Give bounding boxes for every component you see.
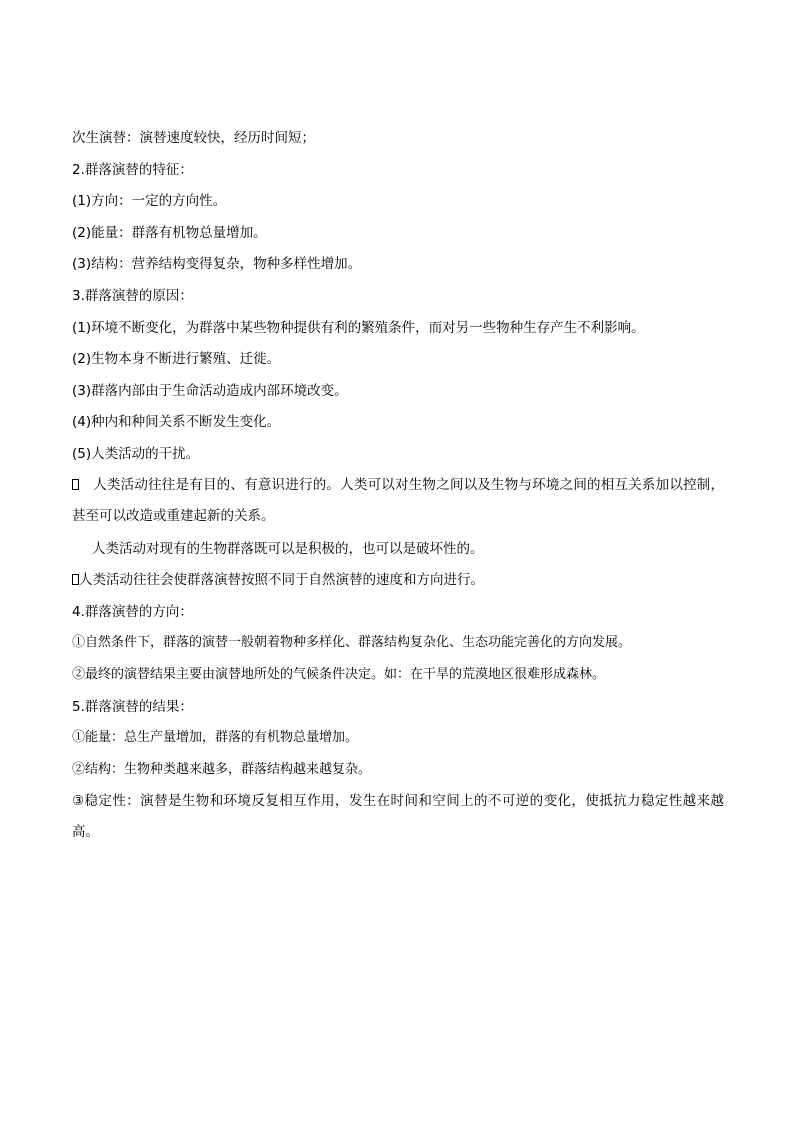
heading-succession-causes: 3.群落演替的原因： <box>72 287 193 304</box>
cause-internal-environment: (3)群落内部由于生命活动造成内部环境改变。 <box>72 382 348 399</box>
result-stability: ③稳定性：演替是生物和环境反复相互作用，发生在时间和空间上的不可逆的变化，使抵抗力稳定性越来越高。 <box>72 792 724 841</box>
paragraph-human-speed <box>72 570 724 590</box>
cause-species-relations: (4)种内和种间关系不断发生变化。 <box>72 414 281 431</box>
cause-reproduction: (2)生物本身不断进行繁殖、迁徙。 <box>72 351 281 368</box>
cause-human-activity: (5)人类活动的干扰。 <box>72 445 200 462</box>
paragraph-human-effect: 人类活动对现有的生物群落既可以是积极的，也可以是破坏性的。 <box>92 540 484 557</box>
paragraph-human-purpose-text: 人类活动往往是有目的、有意识进行的。人类可以对生物之间以及生物与环境之间的相互关系加以控制，甚至可以改造或重建起新的关系。 <box>72 476 724 525</box>
heading-succession-direction: 4.群落演替的方向： <box>72 603 193 620</box>
paragraph-secondary-succession: 次生演替：演替速度较快，经历时间短； <box>72 130 315 146</box>
cause-environment: (1)环境不断变化，为群落中某些物种提供有利的繁殖条件，而对另一些物种生存产生不利影响。 <box>72 319 645 336</box>
feature-energy: (2)能量：群落有机物总量增加。 <box>72 224 267 241</box>
paragraph-human-speed-text: 人类活动往往会使群落演替按照不同于自然演替的速度和方向进行。 <box>79 572 484 589</box>
result-energy: ①能量：总生产量增加，群落的有机物总量增加。 <box>72 730 359 746</box>
feature-direction: (1)方向：一定的方向性。 <box>72 193 227 210</box>
document-body <box>72 128 724 854</box>
paragraph-human-purpose <box>72 470 724 533</box>
result-structure: ②结构：生物种类越来越多，群落结构越来越复杂。 <box>72 761 372 777</box>
feature-structure: (3)结构：营养结构变得复杂，物种多样性增加。 <box>72 256 362 273</box>
direction-natural: ①自然条件下，群落的演替一般朝着物种多样化、群落结构复杂化、生态功能完善化的方向发展。 <box>72 635 632 651</box>
direction-climate: ②最终的演替结果主要由演替地所处的气候条件决定。如：在干旱的荒漠地区很难形成森林。 <box>72 666 606 682</box>
heading-succession-results: 5.群落演替的结果： <box>72 698 193 715</box>
bullet-box-icon <box>72 479 79 490</box>
bullet-box-icon <box>72 574 79 585</box>
heading-succession-features: 2.群落演替的特征： <box>72 161 193 178</box>
